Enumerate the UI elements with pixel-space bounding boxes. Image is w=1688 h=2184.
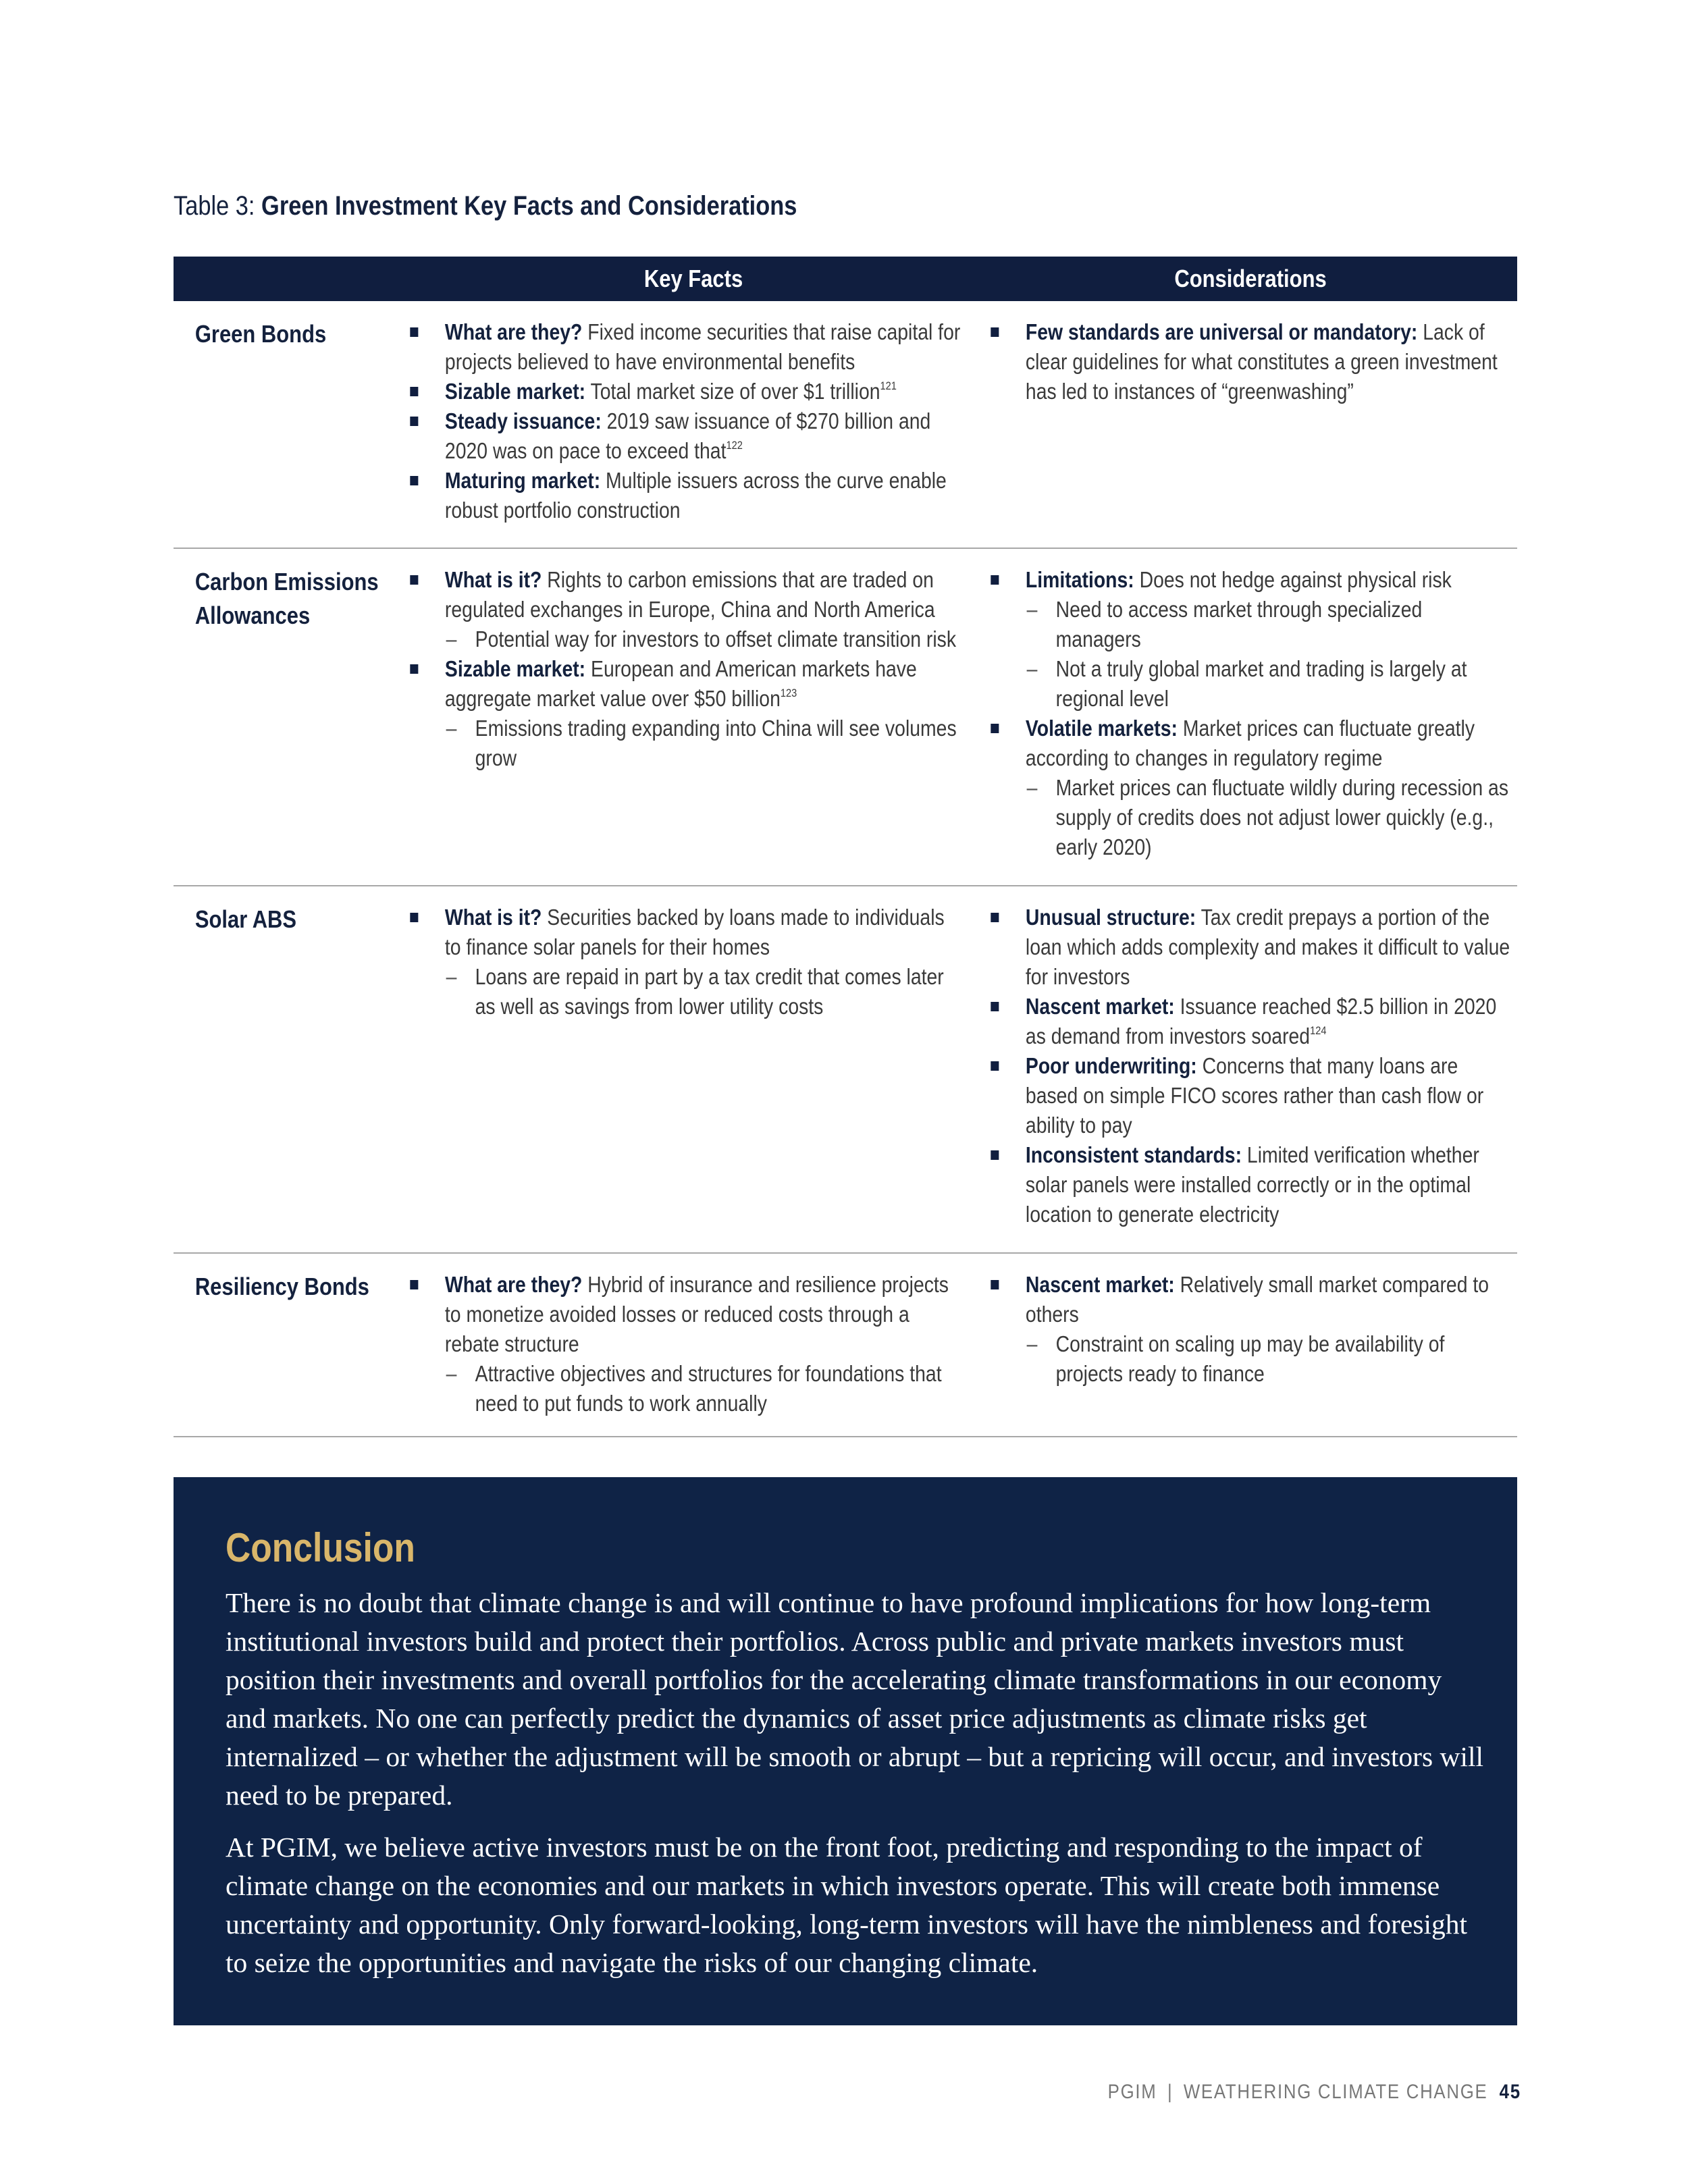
header-key-facts xyxy=(403,257,984,301)
fact-sub-item: – Loans are repaid in part by a tax credit that comes later as well as savings from lower utility costs xyxy=(445,962,961,1021)
footer-brand: PGIM xyxy=(1107,2081,1157,2103)
table-row xyxy=(174,301,1517,548)
consideration-list xyxy=(984,1270,1512,1389)
consideration-key: Inconsistent standards: xyxy=(1025,1142,1242,1167)
fact-key: What is it? xyxy=(444,567,542,592)
conclusion-paragraph: There is no doubt that climate change is and will continue to have profound implications for how long-term institutional investors build and protect their portfolios. Across public and private markets investors must position their investments and overall portfolios for the accelerating climate transformations in our economy and markets. No one can perfectly predict the dynamics of asset price adjustments as climate risks get internalized – or whether the adjustment will be smooth or abrupt – but a repricing will occur, and investors will need to be prepared. xyxy=(226,1587,1484,1811)
header-considerations-label: Considerations xyxy=(1174,265,1327,292)
table-title xyxy=(174,191,797,221)
table-row xyxy=(174,886,1517,1253)
consideration-text: Market prices can fluctuate greatly according to changes in regulatory regime xyxy=(1025,716,1475,770)
fact-key: What are they? xyxy=(444,1272,583,1297)
fact-text: Rights to carbon emissions that are traded on regulated exchanges in Europe, China and North America xyxy=(444,567,935,622)
fact-text: Hybrid of insurance and resilience projects to monetize avoided losses or reduced costs through a rebate structure xyxy=(444,1272,949,1356)
footnote-ref: 122 xyxy=(726,439,743,452)
fact-item xyxy=(403,466,961,525)
table-row xyxy=(174,548,1517,886)
fact-text: Multiple issuers across the curve enable robust portfolio construction xyxy=(444,468,947,523)
conclusion-box xyxy=(174,1477,1517,2025)
consideration-key: Poor underwriting: xyxy=(1025,1053,1197,1078)
consideration-text: Tax credit prepays a portion of the loan which adds complexity and makes it difficult to value for investors xyxy=(1025,905,1510,989)
key-facts-table-wrapper xyxy=(174,257,1517,1437)
conclusion-heading: Conclusion xyxy=(226,1525,415,1570)
row-name xyxy=(174,317,392,351)
key-facts-cell xyxy=(403,886,984,1253)
fact-list xyxy=(403,565,961,773)
consideration-text: Relatively small market compared to others xyxy=(1025,1272,1489,1327)
fact-sub-item: – Emissions trading expanding into China will see volumes grow xyxy=(445,714,961,773)
conclusion-body xyxy=(226,1584,1488,1996)
fact-item xyxy=(403,317,961,377)
consideration-sub-list xyxy=(1026,1329,1512,1389)
fact-text: Securities backed by loans made to individuals to finance solar panels for their homes xyxy=(444,905,945,959)
row-name-line: Allowances xyxy=(194,602,311,629)
consideration-item xyxy=(984,317,1512,406)
fact-sub-list xyxy=(445,962,961,1021)
key-facts-table xyxy=(174,257,1517,1437)
header-considerations xyxy=(984,257,1517,301)
row-name xyxy=(174,565,392,633)
fact-item xyxy=(403,377,961,406)
consideration-text: Concerns that many loans are based on simple FICO scores rather than cash flow or ability to pay xyxy=(1025,1053,1484,1138)
footnote-ref: 121 xyxy=(880,379,897,392)
fact-text: Total market size of over $1 trillion xyxy=(585,379,880,404)
fact-item xyxy=(403,565,961,654)
consideration-sub-item: – Not a truly global market and trading is largely at regional level xyxy=(1026,654,1512,714)
key-facts-cell xyxy=(403,548,984,886)
fact-key: Steady issuance: xyxy=(444,408,602,433)
consideration-key: Nascent market: xyxy=(1025,1272,1175,1297)
consideration-key: Few standards are universal or mandatory: xyxy=(1025,319,1418,344)
table-row xyxy=(174,1253,1517,1437)
considerations-content xyxy=(984,565,1512,862)
consideration-item xyxy=(984,1051,1512,1140)
header-key-facts-label: Key Facts xyxy=(643,265,743,292)
consideration-sub-list xyxy=(1026,773,1512,862)
considerations-cell xyxy=(984,301,1517,548)
consideration-item xyxy=(984,992,1512,1051)
consideration-text: Does not hedge against physical risk xyxy=(1134,567,1452,592)
key-facts-cell xyxy=(403,301,984,548)
consideration-sub-item: – Constraint on scaling up may be availability of projects ready to finance xyxy=(1026,1329,1512,1389)
fact-text: Fixed income securities that raise capital for projects believed to have environmental benefits xyxy=(444,319,961,374)
fact-key: What is it? xyxy=(444,905,542,930)
consideration-key: Unusual structure: xyxy=(1025,905,1196,930)
consideration-item xyxy=(984,903,1512,992)
fact-sub-item: – Attractive objectives and structures for foundations that need to put funds to work annually xyxy=(445,1359,961,1418)
consideration-list xyxy=(984,565,1512,862)
fact-list xyxy=(403,903,961,1021)
consideration-text: Issuance reached $2.5 billion in 2020 as demand from investors soared xyxy=(1025,994,1497,1048)
consideration-sub-list xyxy=(1026,595,1512,714)
fact-item xyxy=(403,1270,961,1418)
row-name xyxy=(174,1270,392,1304)
consideration-sub-item: – Need to access market through specialized managers xyxy=(1026,595,1512,654)
considerations-content xyxy=(984,317,1512,406)
row-name-cell xyxy=(174,301,403,548)
key-facts-content xyxy=(403,903,961,1021)
row-name xyxy=(174,903,392,936)
table-title-text: Green Investment Key Facts and Considerations xyxy=(261,191,797,221)
header-corner xyxy=(174,257,403,301)
key-facts-content xyxy=(403,1270,961,1418)
row-name-cell xyxy=(174,886,403,1253)
row-name-line: Carbon Emissions xyxy=(194,568,379,595)
page-number: 45 xyxy=(1499,2081,1521,2103)
fact-sub-list xyxy=(445,624,961,654)
fact-item xyxy=(403,654,961,773)
conclusion-paragraph: At PGIM, we believe active investors must be on the front foot, predicting and responding to the impact of climate change on the economies and our markets in which investors operate. This will create both immense uncertainty and opportunity. Only forward-looking, long-term investors will have the nimbleness and foresight to seize the opportunities and navigate the risks of our changing climate. xyxy=(226,1832,1468,1978)
considerations-cell xyxy=(984,548,1517,886)
key-facts-content xyxy=(403,565,961,773)
footnote-ref: 123 xyxy=(780,687,797,699)
key-facts-cell xyxy=(403,1253,984,1437)
key-facts-content xyxy=(403,317,961,525)
consideration-list xyxy=(984,317,1512,406)
fact-sub-item: – Potential way for investors to offset climate transition risk xyxy=(445,624,961,654)
fact-text: 2019 saw issuance of $270 billion and 2020 was on pace to exceed that xyxy=(444,408,931,463)
row-name-line: Solar ABS xyxy=(194,905,297,933)
consideration-key: Volatile markets: xyxy=(1025,716,1178,741)
fact-sub-list xyxy=(445,1359,961,1418)
table-header-row xyxy=(174,257,1517,301)
fact-text: European and American markets have aggregate market value over $50 billion xyxy=(444,656,917,711)
considerations-content xyxy=(984,1270,1512,1389)
fact-list xyxy=(403,1270,961,1418)
row-name-cell xyxy=(174,548,403,886)
consideration-item xyxy=(984,1140,1512,1229)
row-name-line: Green Bonds xyxy=(194,320,327,348)
consideration-key: Limitations: xyxy=(1025,567,1134,592)
footer-publication: WEATHERING CLIMATE CHANGE xyxy=(1184,2081,1488,2103)
fact-item xyxy=(403,406,961,466)
fact-key: Sizable market: xyxy=(444,656,586,681)
consideration-text: Limited verification whether solar panels were installed correctly or in the optimal location to generate electricity xyxy=(1025,1142,1479,1227)
considerations-cell xyxy=(984,1253,1517,1437)
consideration-sub-item: – Market prices can fluctuate wildly during recession as supply of credits does not adjust lower quickly (e.g., early 2020) xyxy=(1026,773,1512,862)
consideration-text: Lack of clear guidelines for what constitutes a green investment has led to instances of “greenwashing” xyxy=(1025,319,1498,404)
fact-key: What are they? xyxy=(444,319,583,344)
table-label-prefix: Table 3: xyxy=(174,191,255,221)
row-name-cell xyxy=(174,1253,403,1437)
consideration-list xyxy=(984,903,1512,1229)
consideration-key: Nascent market: xyxy=(1025,994,1175,1019)
row-name-line: Resiliency Bonds xyxy=(194,1273,369,1300)
consideration-item xyxy=(984,1270,1512,1389)
footer-separator: | xyxy=(1167,2081,1173,2103)
fact-key: Sizable market: xyxy=(444,379,586,404)
fact-sub-list xyxy=(445,714,961,773)
fact-item xyxy=(403,903,961,1021)
consideration-item xyxy=(984,714,1512,862)
fact-key: Maturing market: xyxy=(444,468,601,493)
considerations-cell xyxy=(984,886,1517,1253)
fact-list xyxy=(403,317,961,525)
footnote-ref: 124 xyxy=(1310,1024,1327,1037)
considerations-content xyxy=(984,903,1512,1229)
page-footer xyxy=(1108,2081,1521,2104)
consideration-item xyxy=(984,565,1512,714)
